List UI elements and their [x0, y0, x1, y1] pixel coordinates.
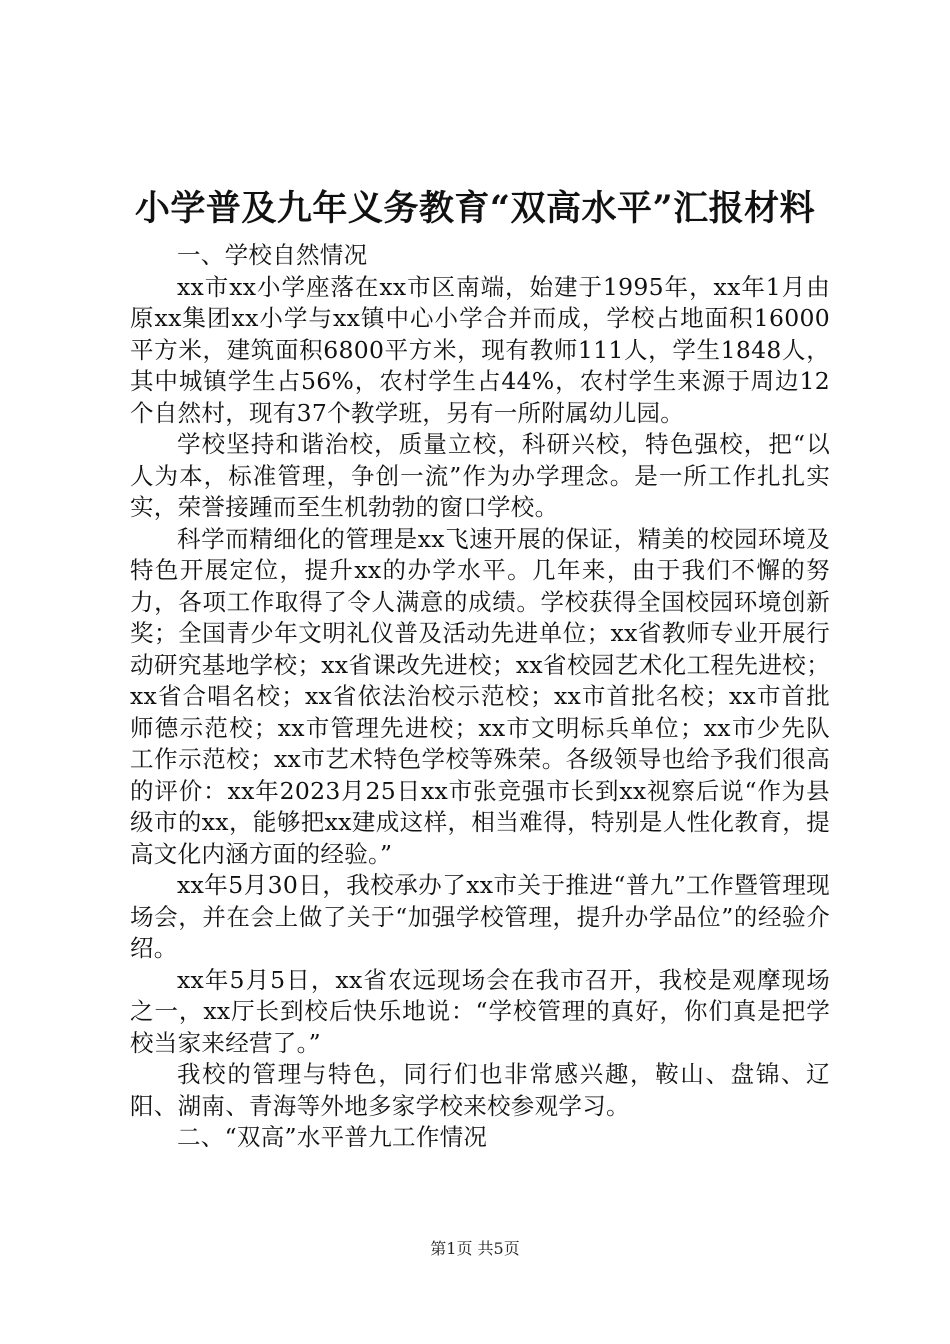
document-title: 小学普及九年义务教育“双高水平”汇报材料 — [134, 188, 816, 229]
section-heading-1: 一、学校自然情况 — [177, 241, 368, 269]
document-body — [130, 240, 830, 1154]
page-footer: 第1页 共5页 — [430, 1239, 520, 1258]
paragraph-school-philosophy: 学校坚持和谐治校，质量立校，科研兴校，特色强校，把“以人为本，标准管理，争创一流”作为办学理念。是一所工作扎扎实实，荣誉接踵而至生机勃勃的窗口学校。 — [130, 430, 830, 521]
section-heading-2: 二、“双高”水平普九工作情况 — [177, 1123, 488, 1151]
paragraph-may-30-meeting: xx年5月30日，我校承办了xx市关于推进“普九”工作暨管理现场会，并在会上做了关于“加强学校管理，提升办学品位”的经验介绍。 — [130, 871, 830, 962]
paragraph-visits: 我校的管理与特色，同行们也非常感兴趣，鞍山、盘锦、辽阳、湖南、青海等外地多家学校来校参观学习。 — [130, 1060, 830, 1120]
paragraph-school-overview: xx市xx小学座落在xx市区南端，始建于1995年，xx年1月由原xx集团xx小学与xx镇中心小学合并而成，学校占地面积16000平方米，建筑面积6800平方米，现有教师111人，学生1848人，其中城镇学生占56%，农村学生占44%，农村学生来源于周边12个自然村，现有37个教学班，另有一所附属幼儿园。 — [130, 272, 830, 427]
paragraph-achievements: 科学而精细化的管理是xx飞速开展的保证，精美的校园环境及特色开展定位，提升xx的办学水平。几年来，由于我们不懈的努力，各项工作取得了令人满意的成绩。学校获得全国校园环境创新奖；全国青少年文明礼仪普及活动先进单位；xx省教师专业开展行动研究基地学校；xx省课改先进校；xx省校园艺术化工程先进校；xx省合唱名校；xx省依法治校示范校；xx市首批名校；xx市首批师德示范校；xx市管理先进校；xx市文明标兵单位；xx市少先队工作示范校；xx市艺术特色学校等殊荣。各级领导也给予我们很高的评价：xx年2023月25日xx市张竞强市长到xx视察后说“作为县级市的xx，能够把xx建成这样，相当难得，特别是人性化教育，提高文化内涵方面的经验。” — [130, 524, 830, 868]
paragraph-may-5-meeting: xx年5月5日，xx省农远现场会在我市召开，我校是观摩现场之一，xx厅长到校后快乐地说：“学校管理的真好，你们真是把学校当家来经营了。” — [130, 965, 830, 1057]
